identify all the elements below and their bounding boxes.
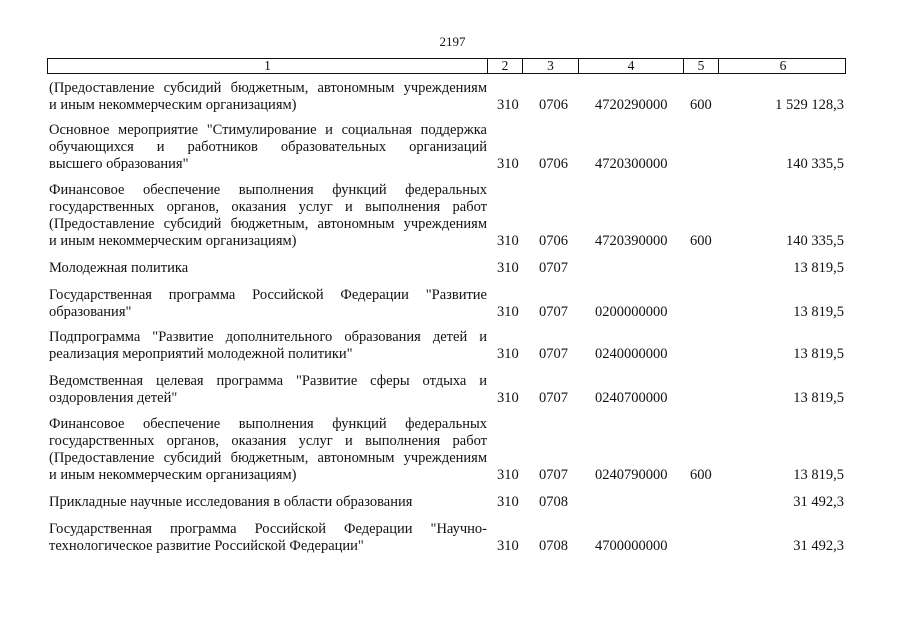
cell-expense-type: 600 <box>690 233 712 249</box>
cell-section-code: 0708 <box>539 494 568 510</box>
cell-target-article: 4720300000 <box>595 156 668 172</box>
table-row <box>0 329 905 363</box>
row-description-line: обучающихся и работников образовательных организаций <box>49 139 487 155</box>
cell-target-article: 0240000000 <box>595 346 668 362</box>
cell-ministry-code: 310 <box>497 260 519 276</box>
cell-ministry-code: 310 <box>497 156 519 172</box>
cell-target-article: 0200000000 <box>595 304 668 320</box>
cell-ministry-code: 310 <box>497 346 519 362</box>
cell-amount: 1 529 128,3 <box>775 97 844 113</box>
table-row <box>0 521 905 555</box>
row-description <box>49 373 487 407</box>
row-description-line: Финансовое обеспечение выполнения функций федеральных <box>49 182 487 198</box>
table-row <box>0 122 905 173</box>
row-description <box>49 260 487 277</box>
row-description <box>49 329 487 363</box>
cell-expense-type: 600 <box>690 467 712 483</box>
cell-ministry-code: 310 <box>497 304 519 320</box>
cell-section-code: 0707 <box>539 390 568 406</box>
row-description-line: технологическое развитие Российской Федерации" <box>49 538 364 554</box>
cell-amount: 140 335,5 <box>786 156 844 172</box>
row-description <box>49 521 487 555</box>
cell-amount: 13 819,5 <box>793 304 844 320</box>
cell-target-article: 0240790000 <box>595 467 668 483</box>
cell-amount: 13 819,5 <box>793 390 844 406</box>
row-description-line: (Предоставление субсидий бюджетным, автономным учреждениям <box>49 216 487 232</box>
cell-ministry-code: 310 <box>497 233 519 249</box>
cell-ministry-code: 310 <box>497 538 519 554</box>
table-header-row <box>47 58 846 74</box>
header-cell-2: 2 <box>488 59 523 73</box>
cell-ministry-code: 310 <box>497 390 519 406</box>
row-description-line: Ведомственная целевая программа "Развитие сферы отдыха и <box>49 373 487 389</box>
table-row <box>0 416 905 484</box>
row-description <box>49 287 487 321</box>
cell-section-code: 0706 <box>539 156 568 172</box>
row-description-line: Основное мероприятие "Стимулирование и социальная поддержка <box>49 122 487 138</box>
table-row <box>0 373 905 407</box>
row-description-line: Молодежная политика <box>49 260 189 276</box>
table-row <box>0 287 905 321</box>
cell-section-code: 0706 <box>539 97 568 113</box>
row-description <box>49 182 487 250</box>
cell-target-article: 4720290000 <box>595 97 668 113</box>
row-description-line: Государственная программа Российской Федерации "Научно- <box>49 521 487 537</box>
row-description-line: государственных органов, оказания услуг и выполнения работ <box>49 199 487 215</box>
cell-section-code: 0706 <box>539 233 568 249</box>
row-description <box>49 80 487 114</box>
header-cell-5: 5 <box>684 59 719 73</box>
cell-target-article: 0240700000 <box>595 390 668 406</box>
row-description-line: (Предоставление субсидий бюджетным, автономным учреждениям <box>49 80 487 96</box>
table-row <box>0 182 905 250</box>
header-cell-1: 1 <box>48 59 488 73</box>
cell-target-article: 4720390000 <box>595 233 668 249</box>
cell-ministry-code: 310 <box>497 97 519 113</box>
page-number: 2197 <box>439 34 466 49</box>
row-description-line: реализация мероприятий молодежной политики" <box>49 346 353 362</box>
row-description-line: (Предоставление субсидий бюджетным, автономным учреждениям <box>49 450 487 466</box>
cell-section-code: 0707 <box>539 304 568 320</box>
row-description-line: Государственная программа Российской Федерации "Развитие <box>49 287 487 303</box>
cell-section-code: 0708 <box>539 538 568 554</box>
row-description <box>49 122 487 173</box>
row-description-line: оздоровления детей" <box>49 390 178 406</box>
cell-amount: 31 492,3 <box>793 494 844 510</box>
row-description-line: Подпрограмма "Развитие дополнительного образования детей и <box>49 329 487 345</box>
row-description-line: и иным некоммерческим организациям) <box>49 233 297 249</box>
row-description-line: Финансовое обеспечение выполнения функций федеральных <box>49 416 487 432</box>
cell-section-code: 0707 <box>539 346 568 362</box>
cell-ministry-code: 310 <box>497 467 519 483</box>
cell-amount: 13 819,5 <box>793 346 844 362</box>
table-row <box>0 80 905 114</box>
cell-section-code: 0707 <box>539 467 568 483</box>
table-row <box>0 260 905 277</box>
row-description-line: государственных органов, оказания услуг и выполнения работ <box>49 433 487 449</box>
cell-amount: 140 335,5 <box>786 233 844 249</box>
row-description-line: Прикладные научные исследования в области образования <box>49 494 413 510</box>
row-description-line: и иным некоммерческим организациям) <box>49 467 297 483</box>
cell-amount: 13 819,5 <box>793 260 844 276</box>
row-description-line: высшего образования" <box>49 156 189 172</box>
row-description <box>49 494 487 511</box>
cell-section-code: 0707 <box>539 260 568 276</box>
row-description-line: и иным некоммерческим организациям) <box>49 97 297 113</box>
header-cell-6: 6 <box>779 58 787 73</box>
cell-ministry-code: 310 <box>497 494 519 510</box>
table-row <box>0 494 905 511</box>
row-description-line: образования" <box>49 304 132 320</box>
header-cell-3: 3 <box>523 59 579 73</box>
cell-amount: 13 819,5 <box>793 467 844 483</box>
row-description <box>49 416 487 484</box>
cell-target-article: 4700000000 <box>595 538 668 554</box>
cell-expense-type: 600 <box>690 97 712 113</box>
cell-amount: 31 492,3 <box>793 538 844 554</box>
header-cell-4: 4 <box>579 59 684 73</box>
